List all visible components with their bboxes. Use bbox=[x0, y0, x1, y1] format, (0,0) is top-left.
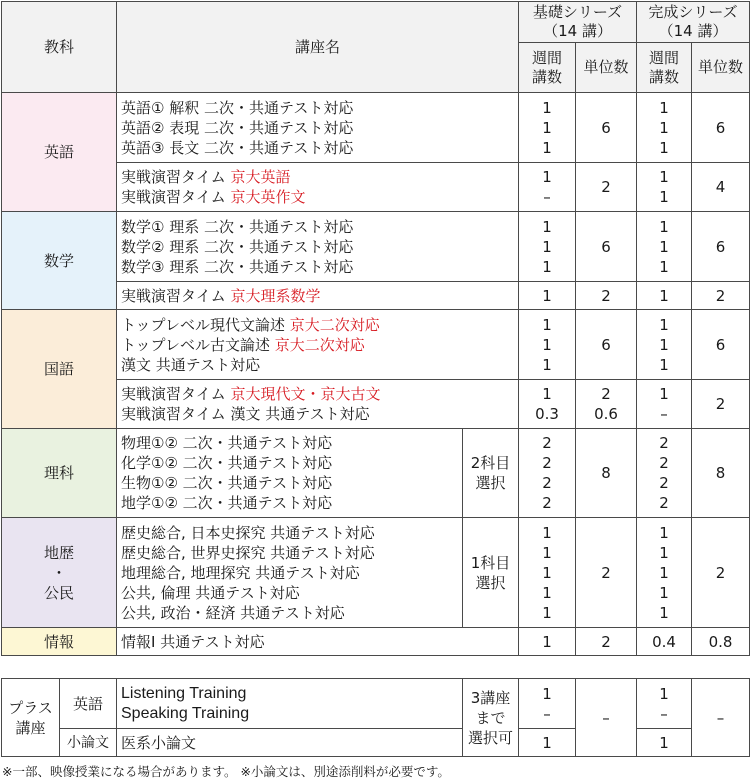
weekly-value: 2 bbox=[542, 474, 552, 492]
weekly-value: 1 bbox=[659, 355, 669, 374]
weekly-label-line2: 講数 bbox=[532, 67, 563, 86]
course-prefix: 実戦演習タイム bbox=[121, 385, 231, 403]
basic-units bbox=[576, 380, 637, 429]
header-basic-series bbox=[519, 2, 637, 43]
weekly-value: 1 bbox=[659, 603, 669, 622]
weekly-value: 1 bbox=[659, 257, 669, 276]
subject-math: 数学 bbox=[2, 212, 117, 310]
selection-line: 選択 bbox=[475, 573, 506, 592]
table-row bbox=[2, 310, 750, 380]
table-row bbox=[2, 212, 750, 282]
header-complete-units: 単位数 bbox=[692, 43, 750, 93]
course-highlight: 京大英語 bbox=[230, 168, 291, 186]
course-name: 物理①② 二次・共通テスト対応 bbox=[121, 434, 333, 452]
course-highlight: 京大理系数学 bbox=[230, 286, 321, 305]
complete-units: 2 bbox=[692, 518, 750, 628]
weekly-value: 1 bbox=[542, 237, 552, 256]
selection-line: 選択可 bbox=[467, 728, 513, 747]
complete-series-count: （14 講） bbox=[658, 22, 728, 40]
basic-weekly bbox=[519, 93, 576, 163]
weekly-value: 1 bbox=[542, 603, 552, 622]
table-row bbox=[2, 628, 750, 656]
weekly-value: – bbox=[660, 704, 668, 723]
weekly-value: 1 bbox=[542, 543, 552, 562]
course-name: 数学② 理系 二次・共通テスト対応 bbox=[121, 237, 354, 256]
selection-line: 3講座 bbox=[470, 688, 511, 707]
complete-units: 6 bbox=[692, 93, 750, 163]
header-basic-weekly bbox=[519, 43, 576, 93]
subject-line: 地歴 bbox=[43, 543, 74, 562]
basic-units: 6 bbox=[576, 93, 637, 163]
weekly-value: 0.3 bbox=[535, 405, 559, 423]
plus-course-table bbox=[1, 678, 750, 757]
complete-units: 2 bbox=[692, 282, 750, 310]
basic-units: – bbox=[576, 679, 637, 757]
weekly-value: 1 bbox=[659, 118, 669, 137]
course-name: 数学③ 理系 二次・共通テスト対応 bbox=[121, 257, 354, 276]
selection-note bbox=[463, 679, 519, 757]
table-row bbox=[2, 429, 750, 518]
weekly-label-line2: 講数 bbox=[649, 67, 680, 86]
plus-english-label: 英語 bbox=[60, 679, 117, 729]
plus-label-line: プラス bbox=[8, 698, 53, 717]
selection-line: 1科目 bbox=[470, 553, 511, 572]
course-highlight: 京大英作文 bbox=[230, 188, 306, 206]
weekly-value: 1 bbox=[542, 563, 552, 582]
subject-line: ・ bbox=[51, 563, 67, 582]
header-basic-units: 単位数 bbox=[576, 43, 637, 93]
weekly-value: 1 bbox=[659, 98, 669, 117]
weekly-value: 1 bbox=[542, 385, 552, 403]
weekly-value: 2 bbox=[659, 474, 669, 492]
subject-science: 理科 bbox=[2, 429, 117, 518]
course-prefix: トップレベル古文論述 bbox=[121, 335, 275, 354]
course-prefix: 実戦演習タイム bbox=[121, 168, 231, 186]
plus-essay-label: 小論文 bbox=[60, 729, 117, 757]
header-complete-weekly bbox=[637, 43, 692, 93]
course-name: 漢文 共通テスト対応 bbox=[121, 355, 261, 374]
course-prefix: 実戦演習タイム bbox=[121, 188, 231, 206]
weekly-value: 1 bbox=[542, 335, 552, 354]
weekly-value: 1 bbox=[542, 523, 552, 542]
course-cell bbox=[117, 429, 463, 518]
basic-weekly bbox=[519, 163, 576, 212]
basic-weekly: 1 bbox=[519, 628, 576, 656]
course-name: 英語② 表現 二次・共通テスト対応 bbox=[121, 118, 354, 137]
plus-label bbox=[2, 679, 60, 757]
complete-weekly bbox=[637, 429, 692, 518]
complete-weekly bbox=[637, 380, 692, 429]
weekly-value: 2 bbox=[542, 454, 552, 472]
basic-weekly bbox=[519, 518, 576, 628]
weekly-value: 1 bbox=[542, 98, 552, 117]
course-name bbox=[121, 286, 518, 306]
course-table bbox=[1, 1, 750, 656]
footnote: ※一部、映像授業になる場合があります。 ※小論文は、別途添削料が必要です。 bbox=[2, 764, 450, 779]
course-cell bbox=[117, 212, 519, 282]
weekly-value: 1 bbox=[659, 168, 669, 186]
course-cell bbox=[117, 93, 519, 163]
course-name: Speaking Training bbox=[121, 704, 250, 722]
weekly-value: 2 bbox=[542, 434, 552, 452]
complete-weekly bbox=[637, 310, 692, 380]
course-cell bbox=[117, 679, 463, 729]
header-subject: 教科 bbox=[2, 2, 117, 93]
weekly-value: 1 bbox=[659, 684, 669, 703]
basic-units: 8 bbox=[576, 429, 637, 518]
header-course: 講座名 bbox=[117, 2, 519, 93]
subject-social bbox=[2, 518, 117, 628]
weekly-value: 1 bbox=[659, 237, 669, 256]
basic-weekly: 1 bbox=[519, 729, 576, 757]
course-name: 実戦演習タイム 漢文 共通テスト対応 bbox=[121, 405, 370, 423]
complete-series-title: 完成シリーズ bbox=[648, 3, 738, 21]
table-row bbox=[2, 93, 750, 163]
table-row bbox=[2, 679, 750, 729]
course-name: 英語③ 長文 二次・共通テスト対応 bbox=[121, 138, 354, 157]
basic-units: 6 bbox=[576, 310, 637, 380]
complete-weekly bbox=[637, 93, 692, 163]
weekly-value: 1 bbox=[659, 188, 669, 206]
course-cell bbox=[117, 518, 463, 628]
weekly-value: 1 bbox=[659, 543, 669, 562]
weekly-label-line1: 週間 bbox=[649, 48, 680, 67]
weekly-value: 2 bbox=[659, 434, 669, 452]
course-name: 化学①② 二次・共通テスト対応 bbox=[121, 454, 333, 472]
subject-info: 情報 bbox=[2, 628, 117, 656]
weekly-label-line1: 週間 bbox=[532, 48, 563, 67]
complete-weekly: 1 bbox=[637, 729, 692, 757]
basic-series-count: （14 講） bbox=[543, 22, 612, 40]
weekly-value: 2 bbox=[659, 494, 669, 512]
units-value: 2 bbox=[601, 385, 611, 403]
subject-japanese: 国語 bbox=[2, 310, 117, 429]
selection-note bbox=[463, 429, 519, 518]
course-name bbox=[121, 187, 518, 207]
complete-units: 6 bbox=[692, 212, 750, 282]
weekly-value: 1 bbox=[542, 217, 552, 236]
complete-weekly bbox=[637, 212, 692, 282]
course-name bbox=[121, 167, 518, 187]
course-name bbox=[121, 384, 518, 404]
basic-weekly bbox=[519, 310, 576, 380]
course-name: 地学①② 二次・共通テスト対応 bbox=[121, 494, 333, 512]
complete-units: 2 bbox=[692, 380, 750, 429]
course-cell bbox=[117, 282, 519, 310]
course-cell bbox=[117, 729, 463, 757]
complete-units: 6 bbox=[692, 310, 750, 380]
course-name: 公共, 政治・経済 共通テスト対応 bbox=[121, 603, 345, 622]
selection-line: 選択 bbox=[475, 474, 506, 492]
course-name: Listening Training bbox=[121, 684, 247, 702]
course-prefix: トップレベル現代文論述 bbox=[121, 315, 290, 334]
weekly-value: 2 bbox=[542, 494, 552, 512]
weekly-value: 1 bbox=[659, 563, 669, 582]
basic-weekly bbox=[519, 679, 576, 729]
weekly-value: 1 bbox=[542, 138, 552, 157]
weekly-value: 1 bbox=[542, 257, 552, 276]
weekly-value: 1 bbox=[542, 118, 552, 137]
weekly-value: – bbox=[543, 188, 551, 206]
units-value: 0.6 bbox=[594, 405, 618, 423]
selection-note bbox=[463, 518, 519, 628]
course-cell bbox=[117, 628, 519, 656]
basic-weekly: 1 bbox=[519, 282, 576, 310]
course-highlight: 京大二次対応 bbox=[274, 335, 365, 354]
course-cell bbox=[117, 380, 519, 429]
weekly-value: 2 bbox=[659, 454, 669, 472]
course-cell bbox=[117, 310, 519, 380]
weekly-value: 1 bbox=[659, 138, 669, 157]
selection-line: まで bbox=[475, 708, 506, 727]
complete-weekly bbox=[637, 518, 692, 628]
course-highlight: 京大現代文・京大古文 bbox=[230, 385, 381, 403]
course-name: 歴史総合, 日本史探究 共通テスト対応 bbox=[121, 523, 375, 542]
complete-weekly bbox=[637, 163, 692, 212]
basic-units: 2 bbox=[576, 163, 637, 212]
weekly-value: – bbox=[543, 704, 551, 723]
weekly-value: 1 bbox=[542, 355, 552, 374]
basic-weekly bbox=[519, 429, 576, 518]
weekly-value: 1 bbox=[659, 523, 669, 542]
basic-units: 2 bbox=[576, 518, 637, 628]
weekly-value: 1 bbox=[659, 315, 669, 334]
course-prefix: 実戦演習タイム bbox=[121, 286, 231, 305]
course-name: 英語① 解釈 二次・共通テスト対応 bbox=[121, 98, 354, 117]
weekly-value: 1 bbox=[542, 168, 552, 186]
basic-series-title: 基礎シリーズ bbox=[532, 3, 623, 21]
plus-label-line: 講座 bbox=[15, 718, 46, 737]
course-cell bbox=[117, 163, 519, 212]
basic-units: 6 bbox=[576, 212, 637, 282]
course-name: 生物①② 二次・共通テスト対応 bbox=[121, 474, 333, 492]
header-complete-series bbox=[637, 2, 750, 43]
weekly-value: 1 bbox=[542, 583, 552, 602]
course-name: 歴史総合, 世界史探究 共通テスト対応 bbox=[121, 543, 375, 562]
course-name: 地理総合, 地理探究 共通テスト対応 bbox=[121, 563, 360, 582]
course-highlight: 京大二次対応 bbox=[289, 315, 380, 334]
weekly-value: 1 bbox=[659, 583, 669, 602]
basic-units: 2 bbox=[576, 282, 637, 310]
selection-line: 2科目 bbox=[470, 454, 511, 472]
course-name bbox=[121, 335, 518, 355]
subject-english: 英語 bbox=[2, 93, 117, 212]
complete-units: 8 bbox=[692, 429, 750, 518]
basic-weekly bbox=[519, 212, 576, 282]
weekly-value: 1 bbox=[659, 335, 669, 354]
weekly-value: 1 bbox=[659, 385, 669, 403]
course-name: 公共, 倫理 共通テスト対応 bbox=[121, 583, 300, 602]
weekly-value: 1 bbox=[542, 684, 552, 703]
complete-units: 0.8 bbox=[692, 628, 750, 656]
complete-weekly bbox=[637, 679, 692, 729]
table-row bbox=[2, 518, 750, 628]
complete-weekly: 1 bbox=[637, 282, 692, 310]
complete-weekly: 0.4 bbox=[637, 628, 692, 656]
table-row bbox=[2, 729, 750, 757]
complete-units: – bbox=[692, 679, 750, 757]
weekly-value: 1 bbox=[659, 217, 669, 236]
course-name: 医系小論文 bbox=[121, 733, 197, 752]
course-name bbox=[121, 315, 518, 335]
subject-line: 公民 bbox=[43, 583, 74, 602]
complete-units: 4 bbox=[692, 163, 750, 212]
course-name: 情報Ⅰ 共通テスト対応 bbox=[121, 632, 265, 651]
course-name: 数学① 理系 二次・共通テスト対応 bbox=[121, 217, 354, 236]
weekly-value: 1 bbox=[542, 315, 552, 334]
basic-weekly bbox=[519, 380, 576, 429]
weekly-value: – bbox=[660, 405, 668, 423]
basic-units: 2 bbox=[576, 628, 637, 656]
